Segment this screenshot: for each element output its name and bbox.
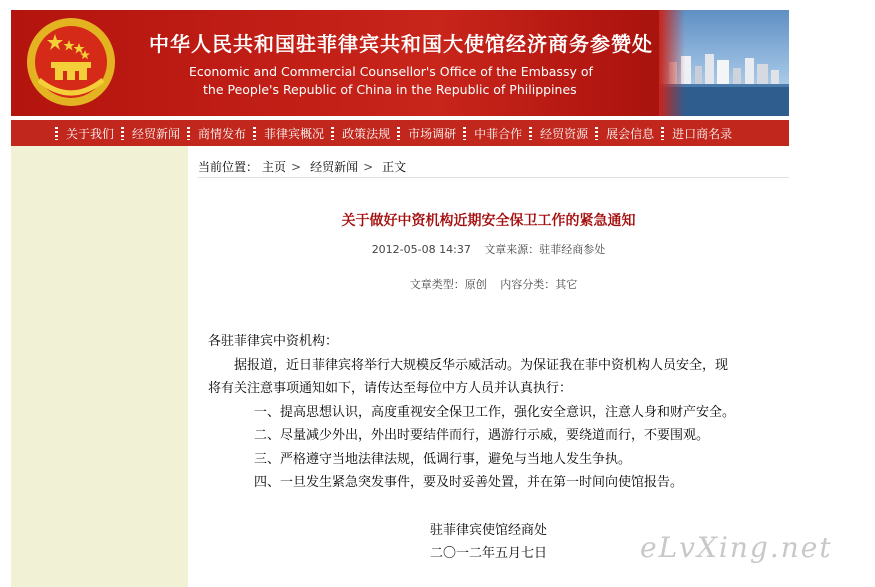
watermark: eLvXing.net	[640, 531, 833, 564]
nav-business-info[interactable]	[187, 125, 246, 142]
nav-item-label: 展会信息	[606, 126, 655, 141]
article-salutation: 各驻菲律宾中资机构：	[208, 334, 339, 349]
nav-separator-icon	[253, 127, 256, 140]
breadcrumb-home-link[interactable]: 主页	[262, 160, 287, 174]
site-title-english-line1: Economic and Commercial Counsellor's Office of the Embassy of	[189, 64, 593, 79]
nav-item-label: 菲律宾概况	[264, 126, 325, 141]
breadcrumb-prefix: 当前位置：	[198, 160, 259, 174]
article-source: 文章来源：驻菲经商参处	[484, 243, 606, 256]
nav-philippines-overview[interactable]	[253, 125, 324, 142]
browser-top-edge	[0, 0, 875, 10]
nav-item-label: 商情发布	[198, 126, 247, 141]
header-banner	[11, 10, 789, 116]
nav-separator-icon	[55, 127, 58, 140]
article-point: 二、尽量减少外出，外出时要结伴而行，遇游行示威，要绕道而行，不要围观。	[254, 428, 710, 443]
left-sidebar	[11, 146, 188, 587]
article-body	[208, 330, 788, 495]
nav-item-label: 关于我们	[66, 126, 115, 141]
nav-item-label: 中菲合作	[474, 126, 523, 141]
nav-separator-icon	[595, 127, 598, 140]
site-container	[11, 10, 789, 587]
article-type: 文章类型：原创	[409, 278, 487, 291]
article-date: 二〇一二年五月七日	[429, 546, 547, 561]
chevron-right-icon: >	[363, 160, 374, 174]
nav-item-label: 进口商名录	[672, 126, 733, 141]
nav-exhibition-info[interactable]	[595, 125, 654, 142]
nav-separator-icon	[121, 127, 124, 140]
nav-separator-icon	[187, 127, 190, 140]
nav-policies-laws[interactable]	[331, 125, 390, 142]
city-skyline-image	[659, 10, 789, 116]
nav-market-research[interactable]	[397, 125, 456, 142]
article-point: 三、严格遵守当地法律法规，低调行事，避免与当地人发生争执。	[254, 451, 632, 467]
article-datetime: 2012-05-08 14:37	[371, 243, 471, 256]
breadcrumb-current: 正文	[382, 160, 407, 174]
nav-item-label: 经贸新闻	[132, 126, 181, 141]
site-title-english-line2: the People's Republic of China in the Republic of Philippines	[203, 82, 577, 97]
article-title: 关于做好中资机构近期安全保卫工作的紧急通知	[341, 213, 636, 229]
article-paragraph-line: 据报道，近日菲律宾将举行大规模反华示威活动。为保证我在菲中资机构人员安全，现	[234, 357, 729, 373]
nav-separator-icon	[661, 127, 664, 140]
article-category: 内容分类：其它	[500, 278, 578, 291]
article-classification	[188, 276, 799, 292]
nav-item-label: 政策法规	[342, 126, 391, 141]
nav-trade-news[interactable]	[121, 125, 180, 142]
chevron-right-icon: >	[291, 160, 302, 174]
article-meta	[188, 241, 789, 257]
nav-separator-icon	[463, 127, 466, 140]
article-paragraph-line: 将有关注意事项通知如下，请传达至每位中方人员并认真执行：	[208, 381, 573, 396]
article-point: 一、提高思想认识，高度重视安全保卫工作，强化安全意识，注意人身和财产安全。	[254, 404, 736, 420]
nav-about-us[interactable]	[55, 125, 114, 142]
nav-separator-icon	[529, 127, 532, 140]
article-content-area	[188, 146, 789, 587]
nav-trade-resources[interactable]	[529, 125, 588, 142]
nav-importer-directory[interactable]	[661, 125, 732, 142]
breadcrumb	[198, 158, 410, 175]
nav-china-philippines-cooperation[interactable]	[463, 125, 522, 142]
nav-separator-icon	[331, 127, 334, 140]
nav-item-label: 经贸资源	[540, 126, 589, 141]
breadcrumb-trade-news-link[interactable]: 经贸新闻	[310, 160, 359, 174]
main-navigation	[11, 120, 789, 146]
nav-item-label: 市场调研	[408, 126, 457, 141]
nav-separator-icon	[397, 127, 400, 140]
breadcrumb-divider	[198, 177, 789, 178]
article-signature: 驻菲律宾使馆经商处	[429, 523, 547, 538]
site-title-chinese: 中华人民共和国驻菲律宾共和国大使馆经济商务参赞处	[149, 32, 653, 56]
national-emblem-icon	[25, 16, 117, 108]
article-point: 四、一旦发生紧急突发事件，要及时妥善处置，并在第一时间向使馆报告。	[254, 475, 684, 490]
